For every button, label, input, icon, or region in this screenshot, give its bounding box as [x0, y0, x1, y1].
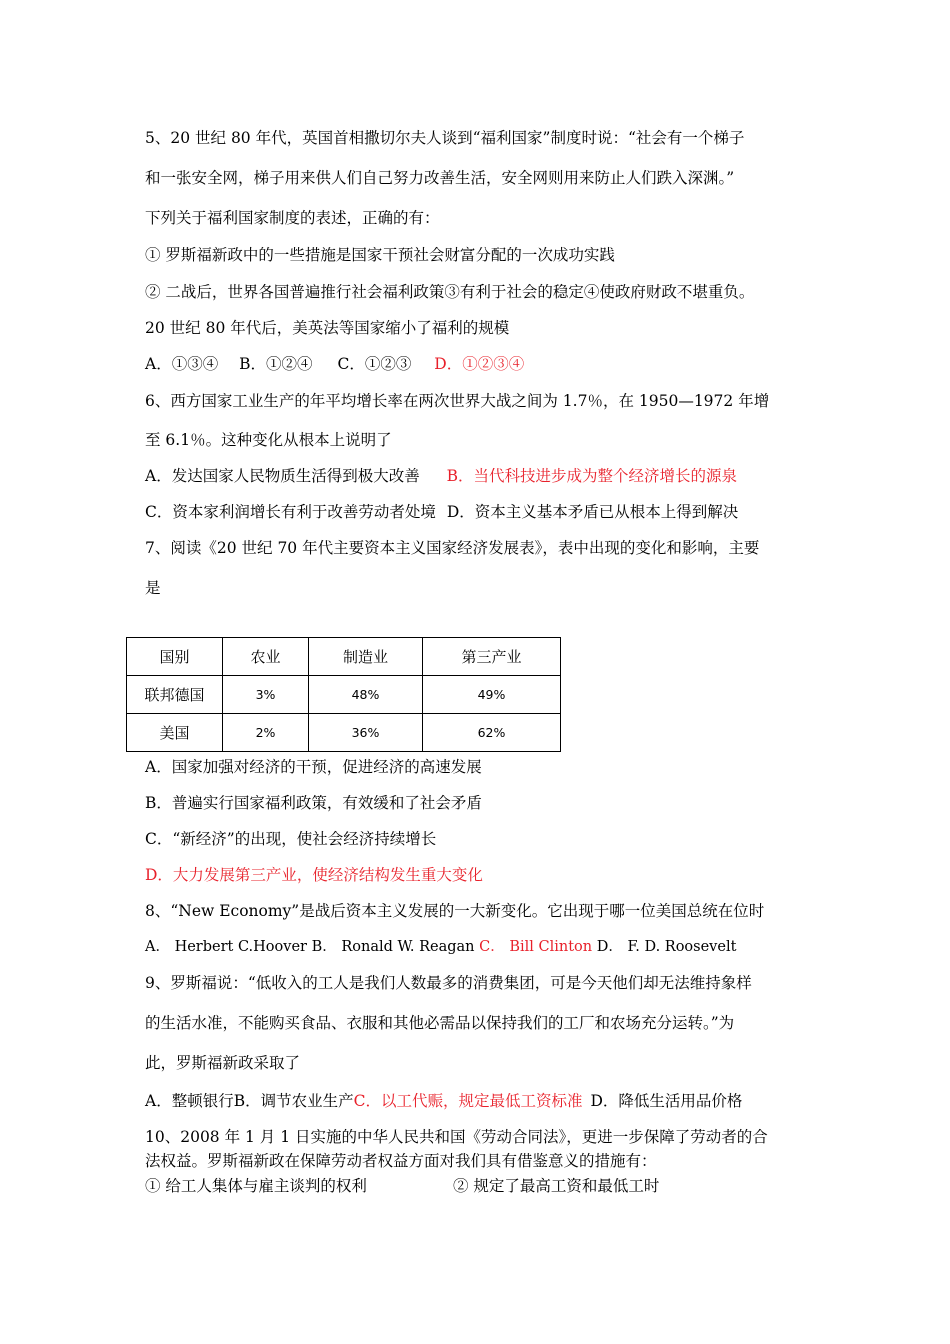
q6-option-c: C．资本家利润增长有利于改善劳动者处境: [145, 503, 436, 521]
q6-options-row-1: [145, 465, 737, 487]
q6-options-row-2: [145, 501, 738, 523]
q7-option-b: B．普遍实行国家福利政策，有效缓和了社会矛盾: [145, 794, 482, 812]
table-row: [127, 676, 561, 714]
q7-line-1: 7、阅读《20 世纪 70 年代主要资本主义国家经济发展表》，表中出现的变化和影响，主要: [145, 539, 760, 557]
q5-option-b: B．①②④: [239, 355, 313, 373]
q5-line-6: 20 世纪 80 年代后，美英法等国家缩小了福利的规模: [145, 319, 510, 337]
q8-option-a: A． Herbert C.Hoover: [145, 939, 307, 955]
table-cell: 联邦德国: [127, 676, 223, 714]
table-cell: 3%: [223, 676, 309, 714]
table-header-cell: 第三产业: [423, 638, 561, 676]
table-header-cell: 国别: [127, 638, 223, 676]
q9-option-d: D．降低生活用品价格: [590, 1092, 743, 1110]
q5-line-3: 下列关于福利国家制度的表述，正确的有：: [145, 209, 440, 227]
table-header-cell: 农业: [223, 638, 309, 676]
q7-line-2: 是: [145, 579, 161, 597]
q9-option-b: B．调节农业生产: [233, 1092, 354, 1110]
q5-line-5: ② 二战后，世界各国普遍推行社会福利政策③有利于社会的稳定④使政府财政不堪重负。: [145, 283, 755, 301]
q9-options: [145, 1090, 742, 1112]
table-cell: 62%: [423, 714, 561, 752]
q9-option-a: A．整顿银行: [145, 1092, 234, 1110]
q5-line-4: ① 罗斯福新政中的一些措施是国家干预社会财富分配的一次成功实践: [145, 246, 615, 264]
q6-option-a: A．发达国家人民物质生活得到极大改善: [145, 467, 420, 485]
q5-option-d-answer: D．①②③④: [434, 355, 525, 373]
q10-line-2: 法权益。罗斯福新政在保障劳动者权益方面对我们具有借鉴意义的措施有：: [145, 1152, 657, 1170]
q5-line-2: 和一张安全网，梯子用来供人们自己努力改善生活，安全网则用来防止人们跌入深渊。”: [145, 169, 735, 187]
q6-line-1: 6、西方国家工业生产的年平均增长率在两次世界大战之间为 1.7％，在 1950—1972 年增: [145, 392, 770, 410]
q5-options: [145, 353, 524, 375]
q6-line-2: 至 6.1％。这种变化从根本上说明了: [145, 431, 392, 449]
q9-line-3: 此，罗斯福新政采取了: [145, 1054, 301, 1072]
q5-option-c: C．①②③: [337, 355, 412, 373]
q10-item-2: ② 规定了最高工资和最低工时: [452, 1177, 660, 1195]
table-cell: 36%: [309, 714, 423, 752]
q6-option-b-answer: B．当代科技进步成为整个经济增长的源泉: [446, 467, 738, 485]
q5-option-a: A．①③④: [145, 355, 219, 373]
q10-item-1: ① 给工人集体与雇主谈判的权利: [145, 1177, 367, 1195]
table-cell: 48%: [309, 676, 423, 714]
q6-option-d: D．资本主义基本矛盾已从根本上得到解决: [446, 503, 739, 521]
table-header-cell: 制造业: [309, 638, 423, 676]
q7-option-a: A．国家加强对经济的干预，促进经济的高速发展: [145, 758, 482, 776]
q8-option-d: D． F. D. Roosevelt: [596, 939, 737, 955]
q7-option-d-answer: D．大力发展第三产业，使经济结构发生重大变化: [145, 866, 483, 884]
q9-line-2: 的生活水准，不能购买食品、衣服和其他必需品以保持我们的工厂和农场充分运转。”为: [145, 1014, 735, 1032]
q8-option-c-answer: C． Bill Clinton: [479, 939, 593, 955]
table-header-row: [127, 638, 561, 676]
q8-line-1: 8、“New Economy”是战后资本主义发展的一大新变化。它出现于哪一位美国总统在位时: [145, 902, 765, 920]
q7-option-c: C．“新经济”的出现，使社会经济持续增长: [145, 830, 437, 848]
q9-line-1: 9、罗斯福说：“低收入的工人是我们人数最多的消费集团，可是今天他们却无法维持象样: [145, 974, 752, 992]
table-cell: 2%: [223, 714, 309, 752]
table-cell: 49%: [423, 676, 561, 714]
q10-line-1: 10、2008 年 1 月 1 日实施的中华人民共和国《劳动合同法》，更进一步保障了劳动者的合: [145, 1128, 768, 1146]
q9-option-c-answer: C．以工代赈，规定最低工资标准: [353, 1092, 583, 1110]
q10-items: [145, 1175, 659, 1197]
q8-option-b: B． Ronald W. Reagan: [311, 939, 475, 955]
q8-options: [145, 936, 736, 958]
table-cell: 美国: [127, 714, 223, 752]
q5-line-1: 5、20 世纪 80 年代，英国首相撒切尔夫人谈到“福利国家”制度时说：“社会有一个梯子: [145, 129, 745, 147]
economic-data-table: [126, 637, 561, 752]
table-row: [127, 714, 561, 752]
